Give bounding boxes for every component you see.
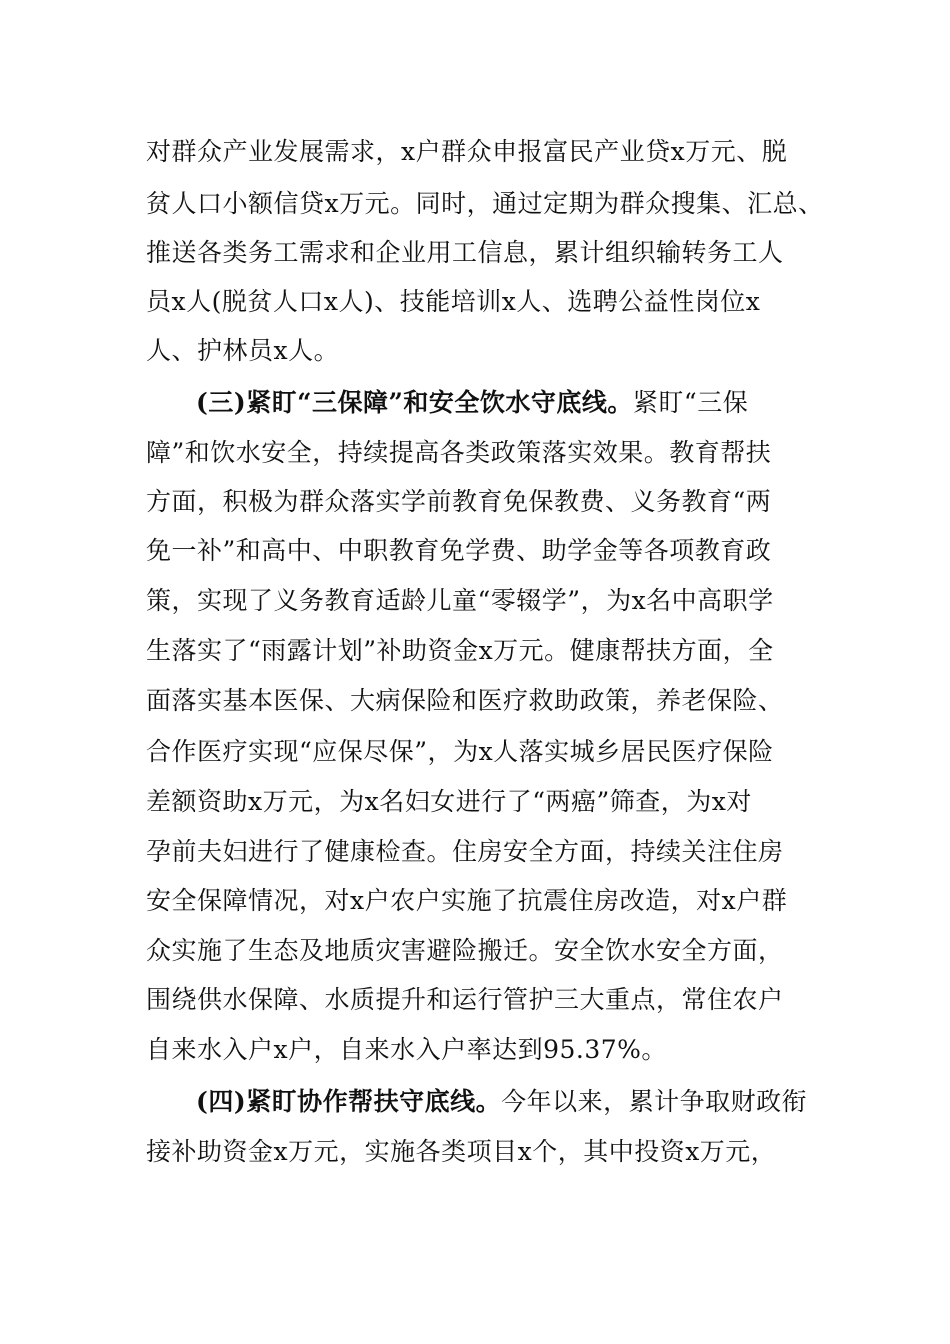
- text-line: 孕前夫妇进行了健康检查。住房安全方面，持续关注住房: [146, 837, 784, 866]
- section-4-title: (四)紧盯协作帮扶守底线。: [196, 1087, 502, 1116]
- text-line: 安全保障情况，对x户农户实施了抗震住房改造，对x户群: [146, 886, 788, 915]
- section-3-heading-line: [196, 388, 896, 418]
- text-line: 面落实基本医保、大病保险和医疗救助政策，养老保险、: [146, 686, 784, 715]
- text-line: 方面，积极为群众落实学前教育免保教费、义务教育“两: [146, 487, 772, 516]
- text-line: 众实施了生态及地质灾害避险搬迁。安全饮水安全方面，: [146, 936, 784, 965]
- text-line: 对群众产业发展需求，x户群众申报富民产业贷x万元、脱: [146, 137, 788, 166]
- text-line: 生落实了“雨露计划”补助资金x万元。健康帮扶方面，全: [146, 636, 774, 665]
- text-line: 接补助资金x万元，实施各类项目x个，其中投资x万元，: [146, 1137, 777, 1166]
- section-4-lead-text: 今年以来，累计争取财政衔: [501, 1087, 808, 1116]
- text-line: 自来水入户x户，自来水入户率达到95.37%。: [146, 1035, 667, 1064]
- text-line: 策，实现了义务教育适龄儿童“零辍学”，为x名中高职学: [146, 586, 774, 615]
- text-line: 推送各类务工需求和企业用工信息，累计组织输转务工人: [146, 238, 784, 267]
- text-line: 差额资助x万元，为x名妇女进行了“两癌”筛查，为x对: [146, 787, 752, 816]
- text-line: 围绕供水保障、水质提升和运行管护三大重点，常住农户: [146, 985, 784, 1014]
- text-line: 障”和饮水安全，持续提高各类政策落实效果。教育帮扶: [146, 438, 772, 467]
- section-3-lead-text: 紧盯“三保: [632, 388, 749, 417]
- text-line: 合作医疗实现“应保尽保”，为x人落实城乡居民医疗保险: [146, 737, 774, 766]
- section-3-title: (三)紧盯“三保障”和安全饮水守底线。: [196, 388, 633, 417]
- text-line: 人、护林员x人。: [146, 336, 340, 365]
- text-line: 员x人(脱贫人口x人)、技能培训x人、选聘公益性岗位x: [146, 287, 761, 316]
- text-line: 免一补”和高中、中职教育免学费、助学金等各项教育政: [146, 536, 772, 565]
- section-4-heading-line: [196, 1087, 896, 1117]
- text-line: 贫人口小额信贷x万元。同时，通过定期为群众搜集、汇总、: [146, 189, 824, 218]
